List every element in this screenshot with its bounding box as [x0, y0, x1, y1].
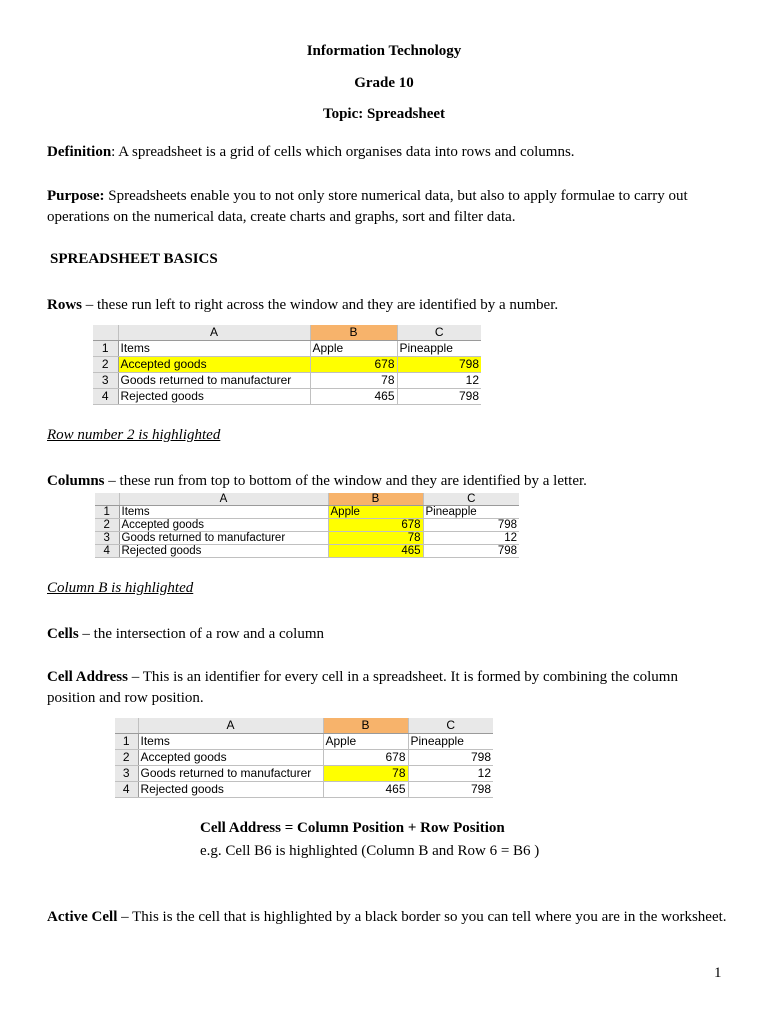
cell: Rejected goods [119, 545, 328, 558]
rows-caption: Row number 2 is highlighted [47, 427, 221, 443]
cell: Goods returned to manufacturer [118, 373, 310, 389]
col-header: C [423, 493, 519, 506]
sheet-corner [95, 493, 119, 506]
cell-address-formula: Cell Address = Column Position + Row Position [200, 820, 505, 836]
cell: 78 [310, 373, 397, 389]
cell: 678 [328, 519, 423, 532]
cell: 798 [397, 357, 481, 373]
cell: 12 [423, 532, 519, 545]
sheet-cell-address-example [115, 718, 493, 798]
cell: 798 [423, 545, 519, 558]
sheet-rows-example [93, 325, 481, 405]
cell: 798 [408, 750, 493, 766]
row-number: 2 [93, 357, 118, 373]
sheet-corner [93, 325, 118, 341]
row-number: 4 [115, 782, 138, 798]
col-header: B [323, 718, 408, 734]
cell: Apple [323, 734, 408, 750]
row-number: 1 [115, 734, 138, 750]
cell: 798 [397, 389, 481, 405]
row-number: 3 [93, 373, 118, 389]
col-header: A [119, 493, 328, 506]
cell: Rejected goods [118, 389, 310, 405]
cell: 678 [323, 750, 408, 766]
cell: Items [138, 734, 323, 750]
definition-paragraph: Definition: A spreadsheet is a grid of cells which organises data into rows and columns. [47, 144, 575, 160]
cell: Goods returned to manufacturer [138, 766, 323, 782]
col-header: B [310, 325, 397, 341]
cell: 798 [408, 782, 493, 798]
purpose-paragraph: Purpose: Spreadsheets enable you to not only store numerical data, but also to apply formulae to carry out operations on the numerical data, create charts and graphs, sort and filter data. [47, 188, 688, 225]
cell: Accepted goods [118, 357, 310, 373]
cell: Pineapple [408, 734, 493, 750]
doc-topic: Topic: Spreadsheet [322, 106, 446, 122]
row-number: 3 [95, 532, 119, 545]
cell: 12 [397, 373, 481, 389]
cell: 78 [323, 766, 408, 782]
columns-caption: Column B is highlighted [47, 580, 194, 596]
col-header: A [138, 718, 323, 734]
cell: Apple [310, 341, 397, 357]
row-number: 2 [115, 750, 138, 766]
cell-address-paragraph: Cell Address – This is an identifier for every cell in a spreadsheet. It is formed by combining the column position and row position. [47, 669, 678, 706]
page-number: 1 [714, 965, 722, 981]
cell: Apple [328, 506, 423, 519]
cell: 678 [310, 357, 397, 373]
cell: Goods returned to manufacturer [119, 532, 328, 545]
col-header: B [328, 493, 423, 506]
cell: 465 [328, 545, 423, 558]
row-number: 4 [93, 389, 118, 405]
cell: Accepted goods [119, 519, 328, 532]
cell: 465 [323, 782, 408, 798]
sheet-corner [115, 718, 138, 734]
rows-paragraph: Rows – these run left to right across the window and they are identified by a number. [47, 297, 559, 313]
row-number: 3 [115, 766, 138, 782]
cell: 78 [328, 532, 423, 545]
row-number: 1 [93, 341, 118, 357]
cell: Accepted goods [138, 750, 323, 766]
cell: Rejected goods [138, 782, 323, 798]
cell: Items [118, 341, 310, 357]
cell: 798 [423, 519, 519, 532]
doc-subject: Information Technology [306, 43, 462, 59]
doc-grade: Grade 10 [354, 75, 414, 91]
row-number: 1 [95, 506, 119, 519]
row-number: 4 [95, 545, 119, 558]
cell: Items [119, 506, 328, 519]
row-number: 2 [95, 519, 119, 532]
cells-paragraph: Cells – the intersection of a row and a column [47, 626, 325, 642]
cell: Pineapple [397, 341, 481, 357]
col-header: A [118, 325, 310, 341]
cell: 12 [408, 766, 493, 782]
col-header: C [408, 718, 493, 734]
col-header: C [397, 325, 481, 341]
basics-heading: SPREADSHEET BASICS [50, 251, 218, 267]
sheet-columns-example [95, 493, 519, 558]
cell-address-example: e.g. Cell B6 is highlighted (Column B and Row 6 = B6 ) [200, 843, 540, 859]
cell: Pineapple [423, 506, 519, 519]
cell: 465 [310, 389, 397, 405]
active-cell-paragraph: Active Cell – This is the cell that is highlighted by a black border so you can tell where you are in the worksheet. [47, 909, 727, 925]
columns-paragraph: Columns – these run from top to bottom of the window and they are identified by a letter. [47, 473, 587, 489]
